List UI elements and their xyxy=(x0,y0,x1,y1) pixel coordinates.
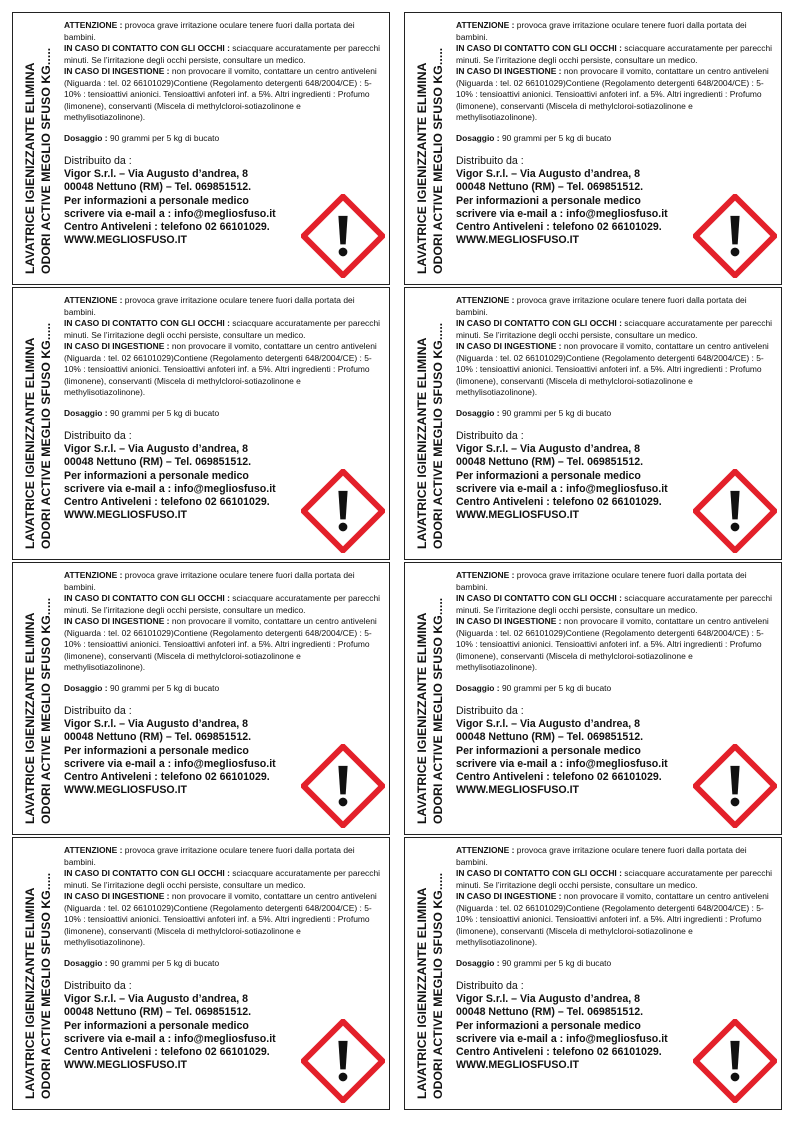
ingestion-text: non provocare il vomito, contattare un centro antiveleni (Niguarda : tel. 02 66101029)Contiene (Regolamento detergenti 648/2004/CE) : 5-10% : tensioattivi anionici. Tensioattivi anfoteri inf. a 5%. Altri ingredienti : Profumo (limonene), conservanti (Miscela di methylcloroi-sotiazolinone e methylisotiazolinone). xyxy=(456,66,769,122)
dosage-heading: Dosaggio : xyxy=(64,957,108,968)
email-line: scrivere via e-mail a : info@megliosfuso.it xyxy=(456,757,668,770)
eye-contact-heading: IN CASO DI CONTATTO CON GLI OCCHI : xyxy=(456,43,622,53)
website-line: WWW.MEGLIOSFUSO.IT xyxy=(64,784,187,797)
medical-info-line: Per informazioni a personale medico xyxy=(456,744,641,757)
side-title xyxy=(405,563,455,834)
distributor-heading: Distribuito da : xyxy=(64,705,132,717)
product-name-line2: ODORI ACTIVE MEGLIO SFUSO KG..... xyxy=(431,322,445,549)
ingestion-text: non provocare il vomito, contattare un centro antiveleni (Niguarda : tel. 02 66101029)Contiene (Regolamento detergenti 648/2004/CE) : 5-10% : tensioattivi anionici. Tensioattivi anfoteri inf. a 5%. Altri ingredienti : Profumo (limonene), conservanti (Miscela di methylcloroi-sotiazolinone e methylisotiazolinone). xyxy=(456,891,769,947)
website-line: WWW.MEGLIOSFUSO.IT xyxy=(456,784,579,797)
distributor-heading: Distribuito da : xyxy=(64,980,132,992)
website-line: WWW.MEGLIOSFUSO.IT xyxy=(456,234,579,247)
website-line: WWW.MEGLIOSFUSO.IT xyxy=(64,234,187,247)
address-line: 00048 Nettuno (RM) – Tel. 069851512. xyxy=(456,181,644,194)
side-title xyxy=(405,288,455,559)
poison-center-line: Centro Antiveleni : telefono 02 66101029. xyxy=(456,1046,662,1059)
address-line: 00048 Nettuno (RM) – Tel. 069851512. xyxy=(64,181,252,194)
medical-info-line: Per informazioni a personale medico xyxy=(456,1019,641,1032)
side-title xyxy=(13,13,63,284)
dosage-heading: Dosaggio : xyxy=(456,407,500,418)
product-name-line2: ODORI ACTIVE MEGLIO SFUSO KG..... xyxy=(431,597,445,824)
ghs-exclamation-mark-icon xyxy=(301,1019,385,1103)
ingestion-heading: IN CASO DI INGESTIONE : xyxy=(456,66,562,76)
product-label xyxy=(404,837,782,1110)
dosage-value: 90 grammi per 5 kg di bucato xyxy=(499,407,612,418)
ghs-exclamation-mark-icon xyxy=(693,744,777,828)
eye-contact-text: sciacquare accuratamente per parecchi minuti. Se l’irritazione degli occhi persiste, consultare un medico. xyxy=(456,318,773,340)
company-line: Vigor S.r.l. – Via Augusto d’andrea, 8 xyxy=(456,718,641,731)
product-name-line2: ODORI ACTIVE MEGLIO SFUSO KG..... xyxy=(431,47,445,274)
distributor-heading: Distribuito da : xyxy=(64,155,132,167)
dosage-value: 90 grammi per 5 kg di bucato xyxy=(499,957,612,968)
eye-contact-text: sciacquare accuratamente per parecchi minuti. Se l’irritazione degli occhi persiste, consultare un medico. xyxy=(64,868,381,890)
dosage-heading: Dosaggio : xyxy=(64,682,108,693)
medical-info-line: Per informazioni a personale medico xyxy=(64,469,249,482)
dosage-heading: Dosaggio : xyxy=(456,957,500,968)
website-line: WWW.MEGLIOSFUSO.IT xyxy=(64,1059,187,1072)
ghs-exclamation-mark-icon xyxy=(693,1019,777,1103)
website-line: WWW.MEGLIOSFUSO.IT xyxy=(456,1059,579,1072)
medical-info-line: Per informazioni a personale medico xyxy=(456,194,641,207)
dosage-heading: Dosaggio : xyxy=(64,407,108,418)
warning-text xyxy=(456,845,773,949)
company-line: Vigor S.r.l. – Via Augusto d’andrea, 8 xyxy=(64,168,249,181)
attenzione-heading: ATTENZIONE : xyxy=(64,570,123,580)
company-line: Vigor S.r.l. – Via Augusto d’andrea, 8 xyxy=(64,718,249,731)
product-name-line2: ODORI ACTIVE MEGLIO SFUSO KG..... xyxy=(39,872,53,1099)
eye-contact-text: sciacquare accuratamente per parecchi minuti. Se l’irritazione degli occhi persiste, consultare un medico. xyxy=(456,868,773,890)
medical-info-line: Per informazioni a personale medico xyxy=(456,469,641,482)
product-name-line2: ODORI ACTIVE MEGLIO SFUSO KG..... xyxy=(431,872,445,1099)
attenzione-text: provoca grave irritazione oculare tenere fuori dalla portata dei bambini. xyxy=(64,845,355,867)
ghs-exclamation-mark-icon xyxy=(301,194,385,278)
eye-contact-heading: IN CASO DI CONTATTO CON GLI OCCHI : xyxy=(64,43,230,53)
distributor-heading: Distribuito da : xyxy=(64,430,132,442)
eye-contact-heading: IN CASO DI CONTATTO CON GLI OCCHI : xyxy=(64,593,230,603)
dosage-text xyxy=(456,683,773,695)
attenzione-heading: ATTENZIONE : xyxy=(456,295,515,305)
warning-text xyxy=(64,295,381,399)
poison-center-line: Centro Antiveleni : telefono 02 66101029. xyxy=(64,1046,270,1059)
ingestion-text: non provocare il vomito, contattare un centro antiveleni (Niguarda : tel. 02 66101029)Contiene (Regolamento detergenti 648/2004/CE) : 5-10% : tensioattivi anionici. Tensioattivi anfoteri inf. a 5%. Altri ingredienti : Profumo (limonene), conservanti (Miscela di methylcloroi-sotiazolinone e methylisotiazolinone). xyxy=(64,616,377,672)
eye-contact-heading: IN CASO DI CONTATTO CON GLI OCCHI : xyxy=(64,868,230,878)
ingestion-heading: IN CASO DI INGESTIONE : xyxy=(64,891,170,901)
medical-info-line: Per informazioni a personale medico xyxy=(64,744,249,757)
email-line: scrivere via e-mail a : info@megliosfuso.it xyxy=(456,1032,668,1045)
website-line: WWW.MEGLIOSFUSO.IT xyxy=(64,509,187,522)
ingestion-heading: IN CASO DI INGESTIONE : xyxy=(64,66,170,76)
attenzione-text: provoca grave irritazione oculare tenere fuori dalla portata dei bambini. xyxy=(64,20,355,42)
attenzione-text: provoca grave irritazione oculare tenere fuori dalla portata dei bambini. xyxy=(456,570,747,592)
ingestion-text: non provocare il vomito, contattare un centro antiveleni (Niguarda : tel. 02 66101029)Contiene (Regolamento detergenti 648/2004/CE) : 5-10% : tensioattivi anionici. Tensioattivi anfoteri inf. a 5%. Altri ingredienti : Profumo (limonene), conservanti (Miscela di methylcloroi-sotiazolinone e methylisotiazolinone). xyxy=(64,341,377,397)
product-name-line2: ODORI ACTIVE MEGLIO SFUSO KG..... xyxy=(39,47,53,274)
ingestion-heading: IN CASO DI INGESTIONE : xyxy=(64,341,170,351)
product-name-line1: LAVATRICE IGIENIZZANTE ELIMINA xyxy=(415,61,429,274)
eye-contact-heading: IN CASO DI CONTATTO CON GLI OCCHI : xyxy=(456,318,622,328)
email-line: scrivere via e-mail a : info@megliosfuso.it xyxy=(64,482,276,495)
attenzione-heading: ATTENZIONE : xyxy=(64,845,123,855)
ghs-exclamation-mark-icon xyxy=(301,744,385,828)
ingestion-text: non provocare il vomito, contattare un centro antiveleni (Niguarda : tel. 02 66101029)Contiene (Regolamento detergenti 648/2004/CE) : 5-10% : tensioattivi anionici. Tensioattivi anfoteri inf. a 5%. Altri ingredienti : Profumo (limonene), conservanti (Miscela di methylcloroi-sotiazolinone e methylisotiazolinone). xyxy=(64,66,377,122)
product-label xyxy=(404,12,782,285)
warning-text xyxy=(64,20,381,124)
dosage-value: 90 grammi per 5 kg di bucato xyxy=(107,407,220,418)
side-title xyxy=(13,563,63,834)
dosage-text xyxy=(64,958,381,970)
product-name-line2: ODORI ACTIVE MEGLIO SFUSO KG..... xyxy=(39,322,53,549)
product-label xyxy=(12,12,390,285)
company-line: Vigor S.r.l. – Via Augusto d’andrea, 8 xyxy=(456,443,641,456)
dosage-text xyxy=(64,683,381,695)
attenzione-heading: ATTENZIONE : xyxy=(64,20,123,30)
email-line: scrivere via e-mail a : info@megliosfuso.it xyxy=(456,207,668,220)
attenzione-heading: ATTENZIONE : xyxy=(64,295,123,305)
attenzione-heading: ATTENZIONE : xyxy=(456,570,515,580)
poison-center-line: Centro Antiveleni : telefono 02 66101029. xyxy=(456,221,662,234)
email-line: scrivere via e-mail a : info@megliosfuso.it xyxy=(64,207,276,220)
product-label xyxy=(12,562,390,835)
dosage-value: 90 grammi per 5 kg di bucato xyxy=(107,682,220,693)
product-name-line1: LAVATRICE IGIENIZZANTE ELIMINA xyxy=(415,611,429,824)
side-title xyxy=(13,288,63,559)
ghs-exclamation-mark-icon xyxy=(693,469,777,553)
address-line: 00048 Nettuno (RM) – Tel. 069851512. xyxy=(456,731,644,744)
product-name-line1: LAVATRICE IGIENIZZANTE ELIMINA xyxy=(23,61,37,274)
ingestion-text: non provocare il vomito, contattare un centro antiveleni (Niguarda : tel. 02 66101029)Contiene (Regolamento detergenti 648/2004/CE) : 5-10% : tensioattivi anionici. Tensioattivi anfoteri inf. a 5%. Altri ingredienti : Profumo (limonene), conservanti (Miscela di methylcloroi-sotiazolinone e methylisotiazolinone). xyxy=(64,891,377,947)
eye-contact-text: sciacquare accuratamente per parecchi minuti. Se l’irritazione degli occhi persiste, consultare un medico. xyxy=(64,43,381,65)
distributor-heading: Distribuito da : xyxy=(456,705,524,717)
eye-contact-text: sciacquare accuratamente per parecchi minuti. Se l’irritazione degli occhi persiste, consultare un medico. xyxy=(456,593,773,615)
ghs-exclamation-mark-icon xyxy=(693,194,777,278)
dosage-value: 90 grammi per 5 kg di bucato xyxy=(107,957,220,968)
side-title xyxy=(405,13,455,284)
email-line: scrivere via e-mail a : info@megliosfuso.it xyxy=(64,1032,276,1045)
ingestion-text: non provocare il vomito, contattare un centro antiveleni (Niguarda : tel. 02 66101029)Contiene (Regolamento detergenti 648/2004/CE) : 5-10% : tensioattivi anionici. Tensioattivi anfoteri inf. a 5%. Altri ingredienti : Profumo (limonene), conservanti (Miscela di methylcloroi-sotiazolinone e methylisotiazolinone). xyxy=(456,616,769,672)
company-line: Vigor S.r.l. – Via Augusto d’andrea, 8 xyxy=(456,993,641,1006)
dosage-heading: Dosaggio : xyxy=(456,682,500,693)
email-line: scrivere via e-mail a : info@megliosfuso.it xyxy=(456,482,668,495)
poison-center-line: Centro Antiveleni : telefono 02 66101029. xyxy=(64,771,270,784)
ingestion-heading: IN CASO DI INGESTIONE : xyxy=(456,891,562,901)
address-line: 00048 Nettuno (RM) – Tel. 069851512. xyxy=(456,1006,644,1019)
product-name-line1: LAVATRICE IGIENIZZANTE ELIMINA xyxy=(415,336,429,549)
ingestion-heading: IN CASO DI INGESTIONE : xyxy=(456,616,562,626)
poison-center-line: Centro Antiveleni : telefono 02 66101029. xyxy=(456,496,662,509)
dosage-heading: Dosaggio : xyxy=(64,132,108,143)
side-title xyxy=(13,838,63,1109)
company-line: Vigor S.r.l. – Via Augusto d’andrea, 8 xyxy=(64,443,249,456)
attenzione-text: provoca grave irritazione oculare tenere fuori dalla portata dei bambini. xyxy=(456,295,747,317)
medical-info-line: Per informazioni a personale medico xyxy=(64,194,249,207)
dosage-text xyxy=(456,408,773,420)
eye-contact-text: sciacquare accuratamente per parecchi minuti. Se l’irritazione degli occhi persiste, consultare un medico. xyxy=(456,43,773,65)
poison-center-line: Centro Antiveleni : telefono 02 66101029. xyxy=(64,496,270,509)
medical-info-line: Per informazioni a personale medico xyxy=(64,1019,249,1032)
poison-center-line: Centro Antiveleni : telefono 02 66101029. xyxy=(456,771,662,784)
company-line: Vigor S.r.l. – Via Augusto d’andrea, 8 xyxy=(456,168,641,181)
product-name-line1: LAVATRICE IGIENIZZANTE ELIMINA xyxy=(23,611,37,824)
attenzione-text: provoca grave irritazione oculare tenere fuori dalla portata dei bambini. xyxy=(456,845,747,867)
dosage-heading: Dosaggio : xyxy=(456,132,500,143)
warning-text xyxy=(64,845,381,949)
dosage-value: 90 grammi per 5 kg di bucato xyxy=(499,132,612,143)
distributor-heading: Distribuito da : xyxy=(456,430,524,442)
distributor-heading: Distribuito da : xyxy=(456,155,524,167)
attenzione-text: provoca grave irritazione oculare tenere fuori dalla portata dei bambini. xyxy=(456,20,747,42)
product-label xyxy=(404,562,782,835)
attenzione-text: provoca grave irritazione oculare tenere fuori dalla portata dei bambini. xyxy=(64,570,355,592)
company-line: Vigor S.r.l. – Via Augusto d’andrea, 8 xyxy=(64,993,249,1006)
product-label xyxy=(12,837,390,1110)
eye-contact-heading: IN CASO DI CONTATTO CON GLI OCCHI : xyxy=(64,318,230,328)
warning-text xyxy=(64,570,381,674)
address-line: 00048 Nettuno (RM) – Tel. 069851512. xyxy=(64,731,252,744)
eye-contact-heading: IN CASO DI CONTATTO CON GLI OCCHI : xyxy=(456,868,622,878)
eye-contact-heading: IN CASO DI CONTATTO CON GLI OCCHI : xyxy=(456,593,622,603)
ghs-exclamation-mark-icon xyxy=(301,469,385,553)
dosage-text xyxy=(456,133,773,145)
dosage-text xyxy=(456,958,773,970)
address-line: 00048 Nettuno (RM) – Tel. 069851512. xyxy=(64,456,252,469)
attenzione-heading: ATTENZIONE : xyxy=(456,20,515,30)
dosage-text xyxy=(64,133,381,145)
ingestion-text: non provocare il vomito, contattare un centro antiveleni (Niguarda : tel. 02 66101029)Contiene (Regolamento detergenti 648/2004/CE) : 5-10% : tensioattivi anionici. Tensioattivi anfoteri inf. a 5%. Altri ingredienti : Profumo (limonene), conservanti (Miscela di methylcloroi-sotiazolinone e methylisotiazolinone). xyxy=(456,341,769,397)
attenzione-text: provoca grave irritazione oculare tenere fuori dalla portata dei bambini. xyxy=(64,295,355,317)
side-title xyxy=(405,838,455,1109)
eye-contact-text: sciacquare accuratamente per parecchi minuti. Se l’irritazione degli occhi persiste, consultare un medico. xyxy=(64,593,381,615)
warning-text xyxy=(456,295,773,399)
email-line: scrivere via e-mail a : info@megliosfuso.it xyxy=(64,757,276,770)
product-name-line1: LAVATRICE IGIENIZZANTE ELIMINA xyxy=(415,886,429,1099)
attenzione-heading: ATTENZIONE : xyxy=(456,845,515,855)
address-line: 00048 Nettuno (RM) – Tel. 069851512. xyxy=(456,456,644,469)
product-name-line1: LAVATRICE IGIENIZZANTE ELIMINA xyxy=(23,336,37,549)
ingestion-heading: IN CASO DI INGESTIONE : xyxy=(64,616,170,626)
distributor-heading: Distribuito da : xyxy=(456,980,524,992)
warning-text xyxy=(456,570,773,674)
product-name-line2: ODORI ACTIVE MEGLIO SFUSO KG..... xyxy=(39,597,53,824)
product-name-line1: LAVATRICE IGIENIZZANTE ELIMINA xyxy=(23,886,37,1099)
address-line: 00048 Nettuno (RM) – Tel. 069851512. xyxy=(64,1006,252,1019)
eye-contact-text: sciacquare accuratamente per parecchi minuti. Se l’irritazione degli occhi persiste, consultare un medico. xyxy=(64,318,381,340)
poison-center-line: Centro Antiveleni : telefono 02 66101029. xyxy=(64,221,270,234)
dosage-text xyxy=(64,408,381,420)
dosage-value: 90 grammi per 5 kg di bucato xyxy=(499,682,612,693)
product-label xyxy=(12,287,390,560)
warning-text xyxy=(456,20,773,124)
website-line: WWW.MEGLIOSFUSO.IT xyxy=(456,509,579,522)
dosage-value: 90 grammi per 5 kg di bucato xyxy=(107,132,220,143)
ingestion-heading: IN CASO DI INGESTIONE : xyxy=(456,341,562,351)
product-label xyxy=(404,287,782,560)
